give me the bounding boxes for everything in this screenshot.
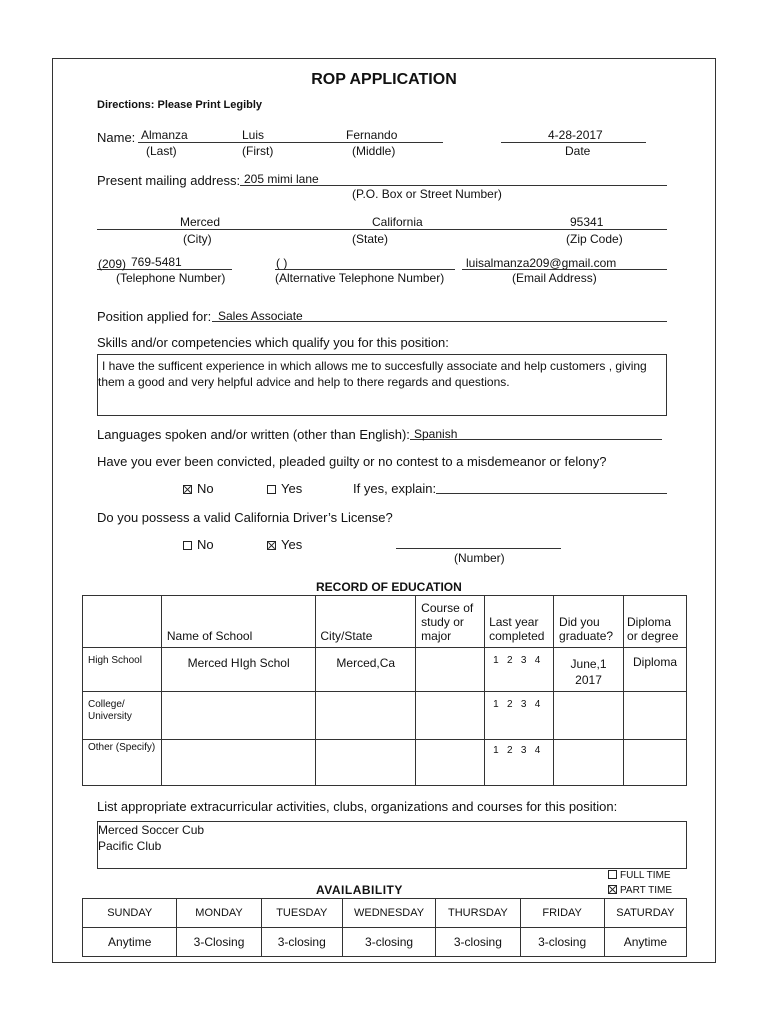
availability-title: AVAILABILITY: [316, 883, 403, 897]
city-value[interactable]: Merced: [180, 215, 221, 229]
full-time-option[interactable]: [608, 870, 671, 881]
address-value[interactable]: 205 mimi lane: [244, 172, 319, 186]
name-middle-value[interactable]: Fernando: [346, 128, 398, 142]
license-number-underline[interactable]: [396, 548, 561, 549]
edu-header-course: Course of study or major: [416, 596, 485, 648]
checked-checkbox-icon[interactable]: [267, 541, 276, 550]
position-label: Position applied for:: [97, 309, 212, 324]
edu-diploma-cell[interactable]: Diploma: [624, 648, 687, 692]
edu-graduated-cell[interactable]: [554, 740, 624, 786]
checked-checkbox-icon[interactable]: [608, 885, 617, 894]
edu-city-cell[interactable]: [316, 692, 416, 740]
table-row: [83, 740, 687, 786]
caption-city: (City): [183, 232, 212, 246]
edu-header-city: City/State: [316, 596, 416, 648]
phone-value[interactable]: 769-5481: [131, 255, 182, 269]
activities-line-1: Merced Soccer Cub: [98, 823, 205, 837]
convicted-yes-label: Yes: [281, 481, 303, 496]
address-label: Present mailing address:: [97, 173, 241, 188]
full-time-label: FULL TIME: [620, 870, 671, 881]
license-no-option[interactable]: [183, 537, 214, 552]
days-row: [83, 899, 687, 928]
caption-state: (State): [352, 232, 389, 246]
alt-phone-value[interactable]: ( ): [276, 256, 288, 270]
position-value[interactable]: Sales Associate: [218, 309, 303, 323]
directions: Directions: Please Print Legibly: [97, 99, 263, 111]
day-header: WEDNESDAY: [342, 899, 435, 928]
skills-label: Skills and/or competencies which qualify you for this position:: [97, 335, 449, 350]
license-no-label: No: [197, 537, 214, 552]
edu-years-cell[interactable]: 1 2 3 4: [485, 692, 554, 740]
edu-header-graduated: Did you graduate?: [554, 596, 624, 648]
name-last-value[interactable]: Almanza: [141, 128, 188, 142]
edu-city-cell[interactable]: [316, 740, 416, 786]
date-underline: [501, 142, 646, 143]
edu-years-cell[interactable]: 1 2 3 4: [485, 648, 554, 692]
day-header: SUNDAY: [83, 899, 177, 928]
convicted-yes-option[interactable]: [267, 481, 302, 496]
edu-years-cell[interactable]: 1 2 3 4: [485, 740, 554, 786]
convicted-question: Have you ever been convicted, pleaded guilty or no contest to a misdemeanor or felony?: [97, 454, 607, 469]
edu-school-cell[interactable]: Merced HIgh Schol: [161, 648, 316, 692]
edu-graduated-cell[interactable]: [554, 692, 624, 740]
caption-phone: (Telephone Number): [116, 271, 226, 285]
availability-cell[interactable]: 3-closing: [261, 928, 342, 957]
availability-cell[interactable]: 3-Closing: [177, 928, 261, 957]
phone-area-value[interactable]: (209): [98, 257, 127, 271]
license-yes-label: Yes: [281, 537, 303, 552]
languages-value[interactable]: Spanish: [414, 427, 458, 441]
table-row: [83, 648, 687, 692]
checked-checkbox-icon[interactable]: [183, 485, 192, 494]
alt-phone-underline: [275, 269, 455, 270]
caption-last: (Last): [146, 144, 177, 158]
table-row: [83, 692, 687, 740]
times-row: [83, 928, 687, 957]
edu-header-blank: [83, 596, 162, 648]
license-yes-option[interactable]: [267, 537, 302, 552]
availability-cell[interactable]: 3-closing: [520, 928, 604, 957]
day-header: FRIDAY: [520, 899, 604, 928]
edu-row-label: High School: [83, 648, 162, 692]
availability-cell[interactable]: 3-closing: [436, 928, 520, 957]
edu-row-label: College/ University: [83, 692, 162, 740]
caption-zip: (Zip Code): [566, 232, 623, 246]
explain-label: If yes, explain:: [353, 481, 437, 496]
edu-header-school: Name of School: [161, 596, 316, 648]
day-header: SATURDAY: [604, 899, 686, 928]
form-title: ROP APPLICATION: [311, 71, 457, 88]
day-header: THURSDAY: [436, 899, 520, 928]
edu-school-cell[interactable]: [161, 740, 316, 786]
availability-cell[interactable]: 3-closing: [342, 928, 435, 957]
name-label: Name:: [97, 130, 136, 145]
zip-value[interactable]: 95341: [570, 215, 604, 229]
caption-email: (Email Address): [512, 271, 597, 285]
edu-diploma-cell[interactable]: [624, 692, 687, 740]
caption-address: (P.O. Box or Street Number): [352, 187, 502, 201]
explain-underline[interactable]: [436, 493, 667, 494]
name-first-value[interactable]: Luis: [242, 128, 265, 142]
availability-table: [82, 898, 687, 957]
checkbox-icon[interactable]: [183, 541, 192, 550]
name-underline: [138, 142, 443, 143]
day-header: TUESDAY: [261, 899, 342, 928]
education-title: RECORD OF EDUCATION: [316, 580, 462, 594]
edu-course-cell[interactable]: [416, 648, 485, 692]
edu-course-cell[interactable]: [416, 692, 485, 740]
license-question: Do you possess a valid California Driver’s License?: [97, 510, 393, 525]
checkbox-icon[interactable]: [267, 485, 276, 494]
activities-line-2: Pacific Club: [98, 839, 162, 853]
date-value[interactable]: 4-28-2017: [548, 128, 603, 142]
edu-diploma-cell[interactable]: [624, 740, 687, 786]
caption-number: (Number): [454, 551, 505, 565]
edu-school-cell[interactable]: [161, 692, 316, 740]
day-header: MONDAY: [177, 899, 261, 928]
checkbox-icon[interactable]: [608, 870, 617, 879]
edu-header-diploma: Diploma or degree: [624, 596, 687, 648]
convicted-no-label: No: [197, 481, 214, 496]
skills-line-1: I have the sufficent experience in which allows me to succesfully associate and help customers , giving: [102, 359, 647, 373]
city-state-zip-underline: [97, 229, 667, 230]
education-table: [82, 595, 687, 786]
edu-city-cell[interactable]: Merced,Ca: [316, 648, 416, 692]
edu-header-last-year: Last year completed: [485, 596, 554, 648]
caption-date: Date: [565, 144, 591, 158]
edu-graduated-cell[interactable]: June,1 2017: [554, 648, 624, 692]
availability-cell[interactable]: Anytime: [83, 928, 177, 957]
edu-course-cell[interactable]: [416, 740, 485, 786]
availability-cell[interactable]: Anytime: [604, 928, 686, 957]
part-time-label: PART TIME: [620, 885, 673, 896]
state-value[interactable]: California: [372, 215, 423, 229]
part-time-option[interactable]: [608, 885, 672, 896]
email-value[interactable]: luisalmanza209@gmail.com: [466, 256, 617, 270]
edu-row-label: Other (Specify): [83, 740, 162, 786]
convicted-no-option[interactable]: [183, 481, 214, 496]
caption-first: (First): [242, 144, 274, 158]
skills-line-2: them a good and very helpful advice and help to there regards and questions.: [98, 375, 510, 389]
languages-label: Languages spoken and/or written (other than English):: [97, 427, 410, 442]
caption-alt-phone: (Alternative Telephone Number): [275, 271, 445, 285]
activities-label: List appropriate extracurricular activities, clubs, organizations and courses for this position:: [97, 799, 618, 814]
caption-middle: (Middle): [352, 144, 396, 158]
